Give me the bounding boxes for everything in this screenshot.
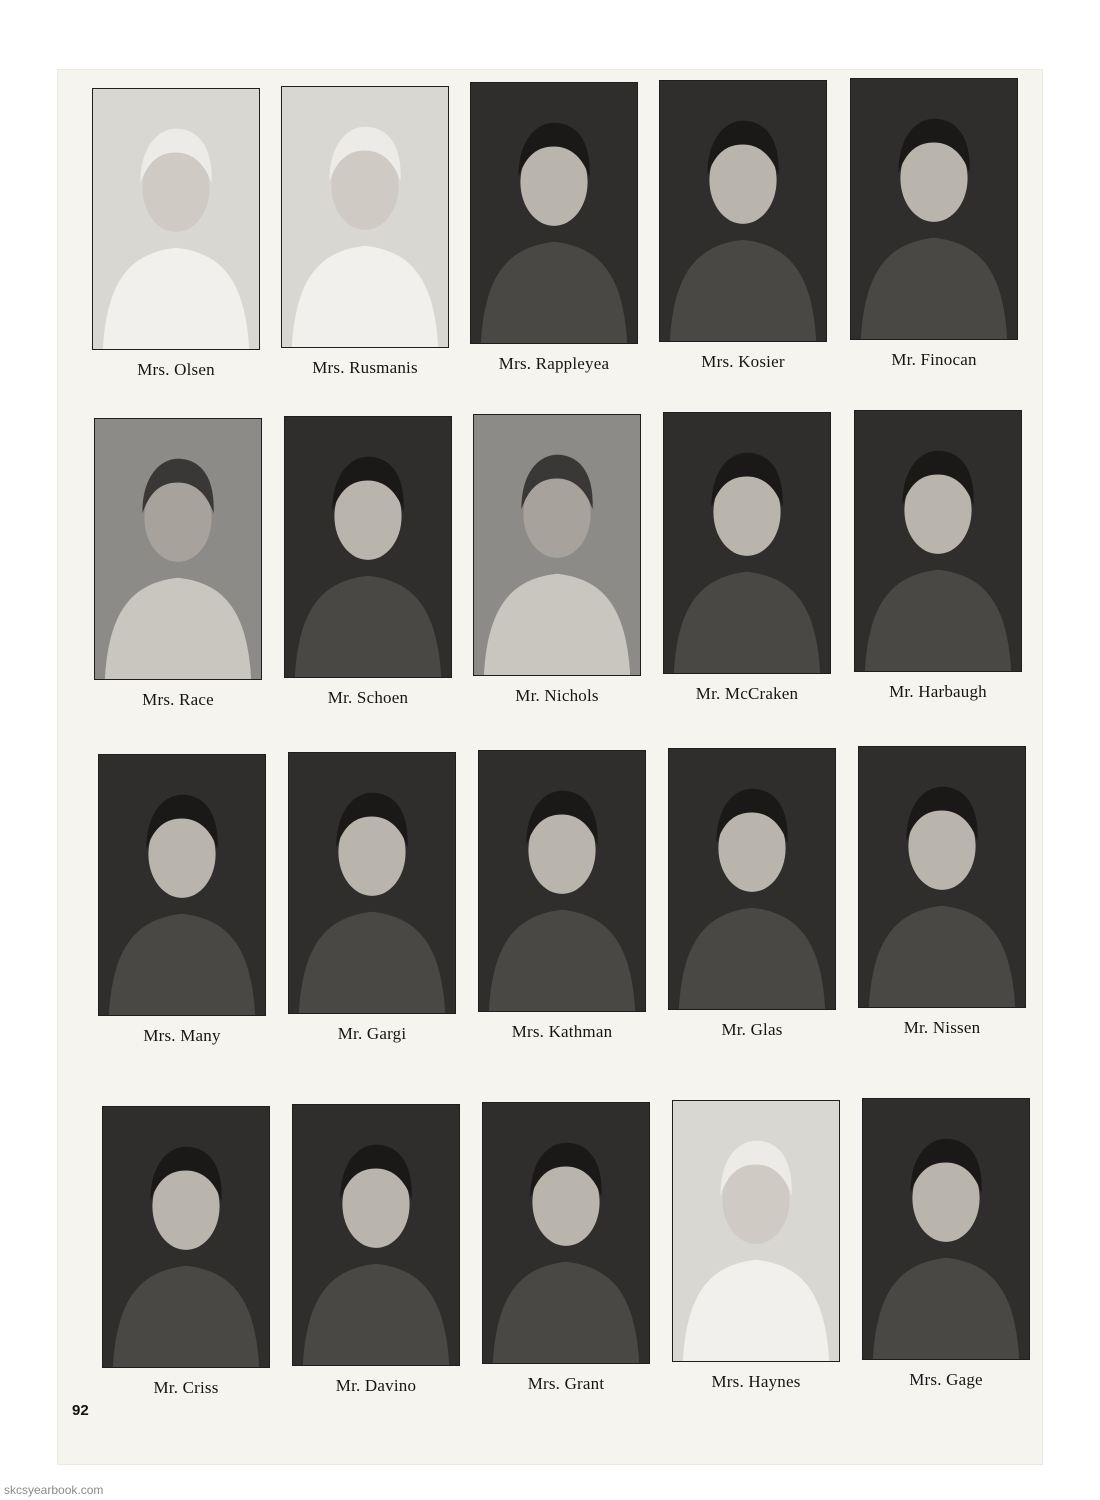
portrait-photo — [473, 414, 641, 676]
portrait-silhouette — [863, 1099, 1029, 1359]
portrait-card — [668, 748, 836, 1040]
portrait-silhouette — [851, 79, 1017, 339]
portrait-silhouette — [855, 411, 1021, 671]
portrait-name: Mrs. Rappleyea — [498, 354, 610, 373]
portrait-silhouette — [664, 413, 830, 673]
portrait-card — [862, 1098, 1030, 1390]
portrait-card — [672, 1100, 840, 1392]
portrait-photo — [102, 1106, 270, 1368]
portrait-card — [482, 1102, 650, 1394]
portrait-silhouette — [479, 751, 645, 1011]
portrait-card — [663, 412, 831, 704]
portrait-silhouette — [660, 81, 826, 341]
portrait-photo — [668, 748, 836, 1010]
yearbook-page — [58, 70, 1042, 1464]
portrait-card — [659, 80, 827, 372]
portrait-card — [850, 78, 1018, 370]
portrait-name: Mr. Finocan — [891, 350, 977, 369]
portrait-photo — [663, 412, 831, 674]
portrait-card — [858, 746, 1026, 1038]
portrait-card — [92, 88, 260, 380]
portrait-photo — [850, 78, 1018, 340]
portrait-card — [473, 414, 641, 706]
portrait-photo — [672, 1100, 840, 1362]
portrait-silhouette — [95, 419, 261, 679]
portrait-photo — [281, 86, 449, 348]
portrait-photo — [659, 80, 827, 342]
portrait-photo — [482, 1102, 650, 1364]
portrait-silhouette — [289, 753, 455, 1013]
portrait-card — [98, 754, 266, 1046]
page-number: 92 — [72, 1402, 89, 1419]
portrait-photo — [470, 82, 638, 344]
portrait-silhouette — [99, 755, 265, 1015]
portrait-photo — [98, 754, 266, 1016]
portrait-silhouette — [859, 747, 1025, 1007]
portrait-card — [281, 86, 449, 378]
portrait-card — [478, 750, 646, 1042]
portrait-photo — [478, 750, 646, 1012]
portrait-silhouette — [93, 89, 259, 349]
portrait-name: Mrs. Grant — [527, 1374, 605, 1393]
portrait-name: Mr. Harbaugh — [889, 682, 987, 701]
portrait-silhouette — [285, 417, 451, 677]
portrait-photo — [854, 410, 1022, 672]
portrait-name: Mrs. Olsen — [137, 360, 215, 379]
portrait-silhouette — [471, 83, 637, 343]
portrait-name: Mrs. Race — [142, 690, 214, 709]
portrait-name: Mr. Criss — [153, 1378, 219, 1397]
portrait-name: Mr. Glas — [721, 1020, 783, 1039]
watermark: skcsyearbook.com — [4, 1483, 104, 1497]
portrait-photo — [862, 1098, 1030, 1360]
portrait-silhouette — [474, 415, 640, 675]
portrait-name: Mr. Nichols — [515, 686, 599, 705]
portrait-silhouette — [483, 1103, 649, 1363]
portrait-name: Mrs. Haynes — [711, 1372, 801, 1391]
portrait-silhouette — [103, 1107, 269, 1367]
portrait-photo — [94, 418, 262, 680]
portrait-photo — [858, 746, 1026, 1008]
portrait-name: Mrs. Kosier — [701, 352, 785, 371]
portrait-silhouette — [669, 749, 835, 1009]
portrait-card — [470, 82, 638, 374]
portrait-name: Mr. Nissen — [903, 1018, 981, 1037]
portrait-card — [854, 410, 1022, 702]
portrait-photo — [292, 1104, 460, 1366]
portrait-silhouette — [293, 1105, 459, 1365]
portrait-card — [94, 418, 262, 710]
portrait-name: Mrs. Rusmanis — [312, 358, 418, 377]
portrait-photo — [288, 752, 456, 1014]
portrait-card — [292, 1104, 460, 1396]
portrait-card — [284, 416, 452, 708]
portrait-photo — [284, 416, 452, 678]
portrait-silhouette — [673, 1101, 839, 1361]
portrait-name: Mrs. Kathman — [511, 1022, 613, 1041]
portrait-silhouette — [282, 87, 448, 347]
portrait-name: Mr. Gargi — [337, 1024, 407, 1043]
portrait-card — [102, 1106, 270, 1398]
portrait-name: Mr. McCraken — [695, 684, 799, 703]
portrait-name: Mrs. Gage — [909, 1370, 983, 1389]
portrait-name: Mr. Schoen — [327, 688, 409, 707]
portrait-card — [288, 752, 456, 1044]
portrait-name: Mrs. Many — [143, 1026, 221, 1045]
portrait-name: Mr. Davino — [335, 1376, 417, 1395]
portrait-photo — [92, 88, 260, 350]
